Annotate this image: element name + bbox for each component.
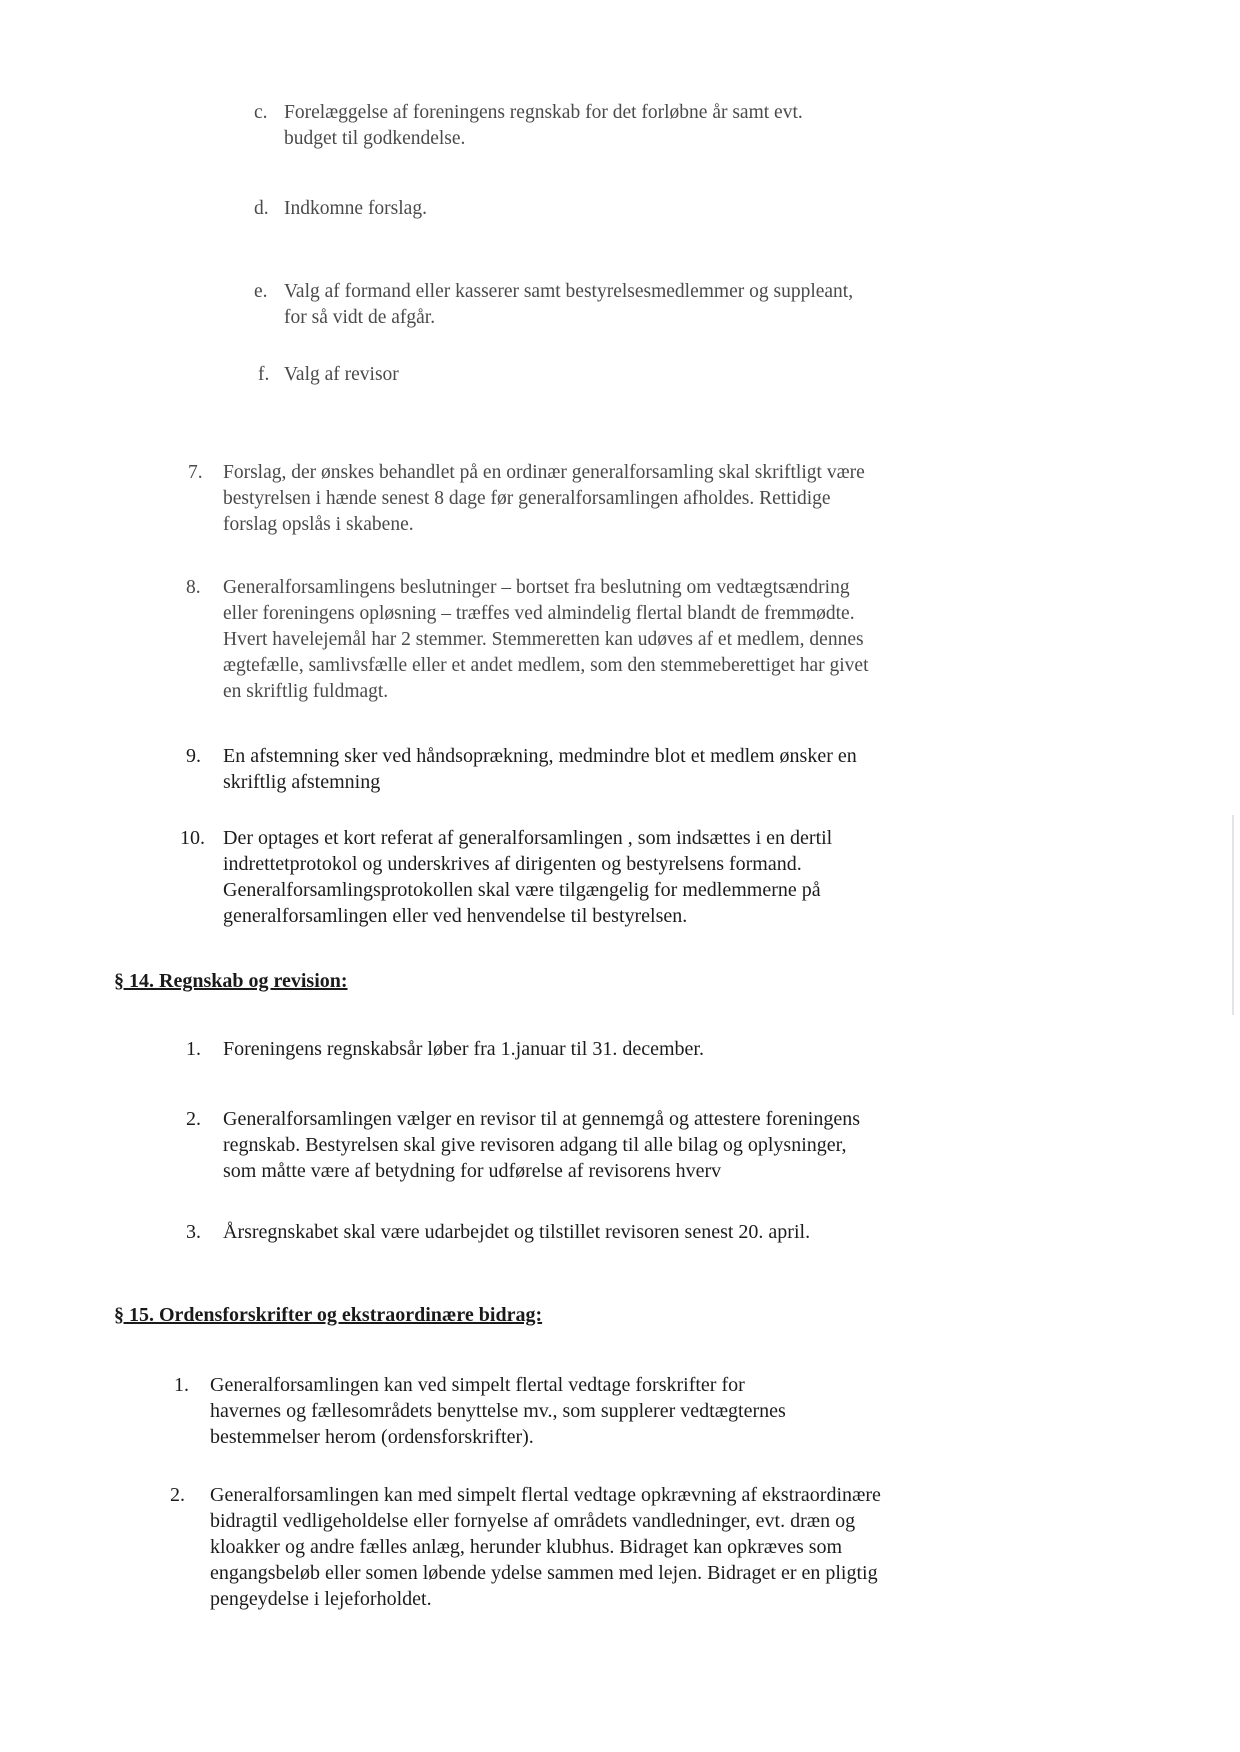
scan-edge-mark <box>1232 815 1234 1015</box>
item-number: 2. <box>186 1108 201 1130</box>
section-15-heading: § 15. Ordensforskrifter og ekstraordinære bidrag: <box>114 1304 543 1326</box>
item-number: 7. <box>188 462 203 483</box>
item-line: bestemmelser herom (ordensforskrifter). <box>210 1426 534 1448</box>
agenda-item-d <box>254 196 427 222</box>
agenda-item-line: Valg af formand eller kasserer samt bestyrelsesmedlemmer og suppleant, <box>284 281 854 302</box>
paragraph-item-7 <box>188 460 865 538</box>
item-line: generalforsamlingen eller ved henvendelse til bestyrelsen. <box>223 905 688 927</box>
item-line: Foreningens regnskabsår løber fra 1.januar til 31. december. <box>223 1038 704 1060</box>
item-line: en skriftlig fuldmagt. <box>223 681 389 702</box>
agenda-item-label: c. <box>254 102 268 123</box>
paragraph-item-9 <box>186 743 857 795</box>
item-line: Hvert havelejemål har 2 stemmer. Stemmeretten kan udøves af et medlem, dennes <box>223 629 864 650</box>
agenda-item-f <box>258 362 399 388</box>
item-line: skriftlig afstemning <box>223 771 381 793</box>
item-number: 1. <box>186 1038 201 1060</box>
item-number: 1. <box>174 1374 189 1396</box>
item-line: Generalforsamlingens beslutninger – bortset fra beslutning om vedtægtsændring <box>223 577 850 598</box>
section-14-heading: § 14. Regnskab og revision: <box>114 970 348 992</box>
item-line: bestyrelsen i hænde senest 8 dage før generalforsamlingen afholdes. Rettidige <box>223 488 831 509</box>
item-line: kloakker og andre fælles anlæg, herunder klubhus. Bidraget kan opkræves som <box>210 1536 843 1558</box>
item-line: som måtte være af betydning for udførelse af revisorens hverv <box>223 1160 722 1182</box>
item-line: havernes og fællesområdets benyttelse mv., som supplerer vedtægternes <box>210 1400 786 1422</box>
item-number: 8. <box>186 577 201 598</box>
item-line: indrettetprotokol og underskrives af dirigenten og bestyrelsens formand. <box>223 853 802 875</box>
item-line: forslag opslås i skabene. <box>223 514 414 535</box>
section-14-item-2 <box>186 1106 860 1184</box>
item-line: Generalforsamlingen vælger en revisor til at gennemgå og attestere foreningens <box>223 1108 860 1130</box>
agenda-item-e <box>254 279 853 331</box>
agenda-item-label: e. <box>254 281 268 302</box>
paragraph-item-10 <box>180 825 832 929</box>
item-number: 10. <box>180 827 205 849</box>
item-line: Der optages et kort referat af generalforsamlingen , som indsættes i en dertil <box>223 827 833 849</box>
agenda-item-line: for så vidt de afgår. <box>284 307 436 328</box>
item-line: eller foreningens opløsning – træffes ved almindelig flertal blandt de fremmødte. <box>223 603 855 624</box>
agenda-item-line: Forelæggelse af foreningens regnskab for det forløbne år samt evt. <box>284 102 803 123</box>
item-number: 3. <box>186 1221 201 1243</box>
item-line: Generalforsamlingen kan med simpelt flertal vedtage opkrævning af ekstraordinære <box>210 1484 881 1506</box>
item-line: Generalforsamlingen kan ved simpelt flertal vedtage forskrifter for <box>210 1374 745 1396</box>
item-line: En afstemning sker ved håndsoprækning, medmindre blot et medlem ønsker en <box>223 745 857 767</box>
item-line: ægtefælle, samlivsfælle eller et andet medlem, som den stemmeberettiget har givet <box>223 655 869 676</box>
item-line: pengeydelse i lejeforholdet. <box>210 1588 432 1610</box>
section-15-item-2 <box>170 1482 881 1612</box>
item-line: Årsregnskabet skal være udarbejdet og tilstillet revisoren senest 20. april. <box>223 1221 811 1243</box>
item-number: 2. <box>170 1484 185 1506</box>
agenda-item-line: Valg af revisor <box>284 364 399 385</box>
agenda-item-label: f. <box>258 364 270 385</box>
item-line: regnskab. Bestyrelsen skal give revisoren adgang til alle bilag og oplysninger, <box>223 1134 847 1156</box>
section-15-item-1 <box>174 1372 786 1450</box>
agenda-item-line: budget til godkendelse. <box>284 128 466 149</box>
item-line: engangsbeløb eller somen løbende ydelse sammen med lejen. Bidraget er en pligtig <box>210 1562 878 1584</box>
paragraph-item-8 <box>186 575 868 705</box>
item-line: Generalforsamlingsprotokollen skal være tilgængelig for medlemmerne på <box>223 879 821 901</box>
section-14-item-3 <box>186 1219 810 1245</box>
agenda-item-line: Indkomne forslag. <box>284 198 427 219</box>
item-number: 9. <box>186 745 201 767</box>
section-14-item-1 <box>186 1036 704 1062</box>
item-line: Forslag, der ønskes behandlet på en ordinær generalforsamling skal skriftligt være <box>223 462 865 483</box>
item-line: bidragtil vedligeholdelse eller fornyelse af områdets vandledninger, evt. dræn og <box>210 1510 856 1532</box>
agenda-item-c <box>254 100 803 152</box>
agenda-item-label: d. <box>254 198 269 219</box>
